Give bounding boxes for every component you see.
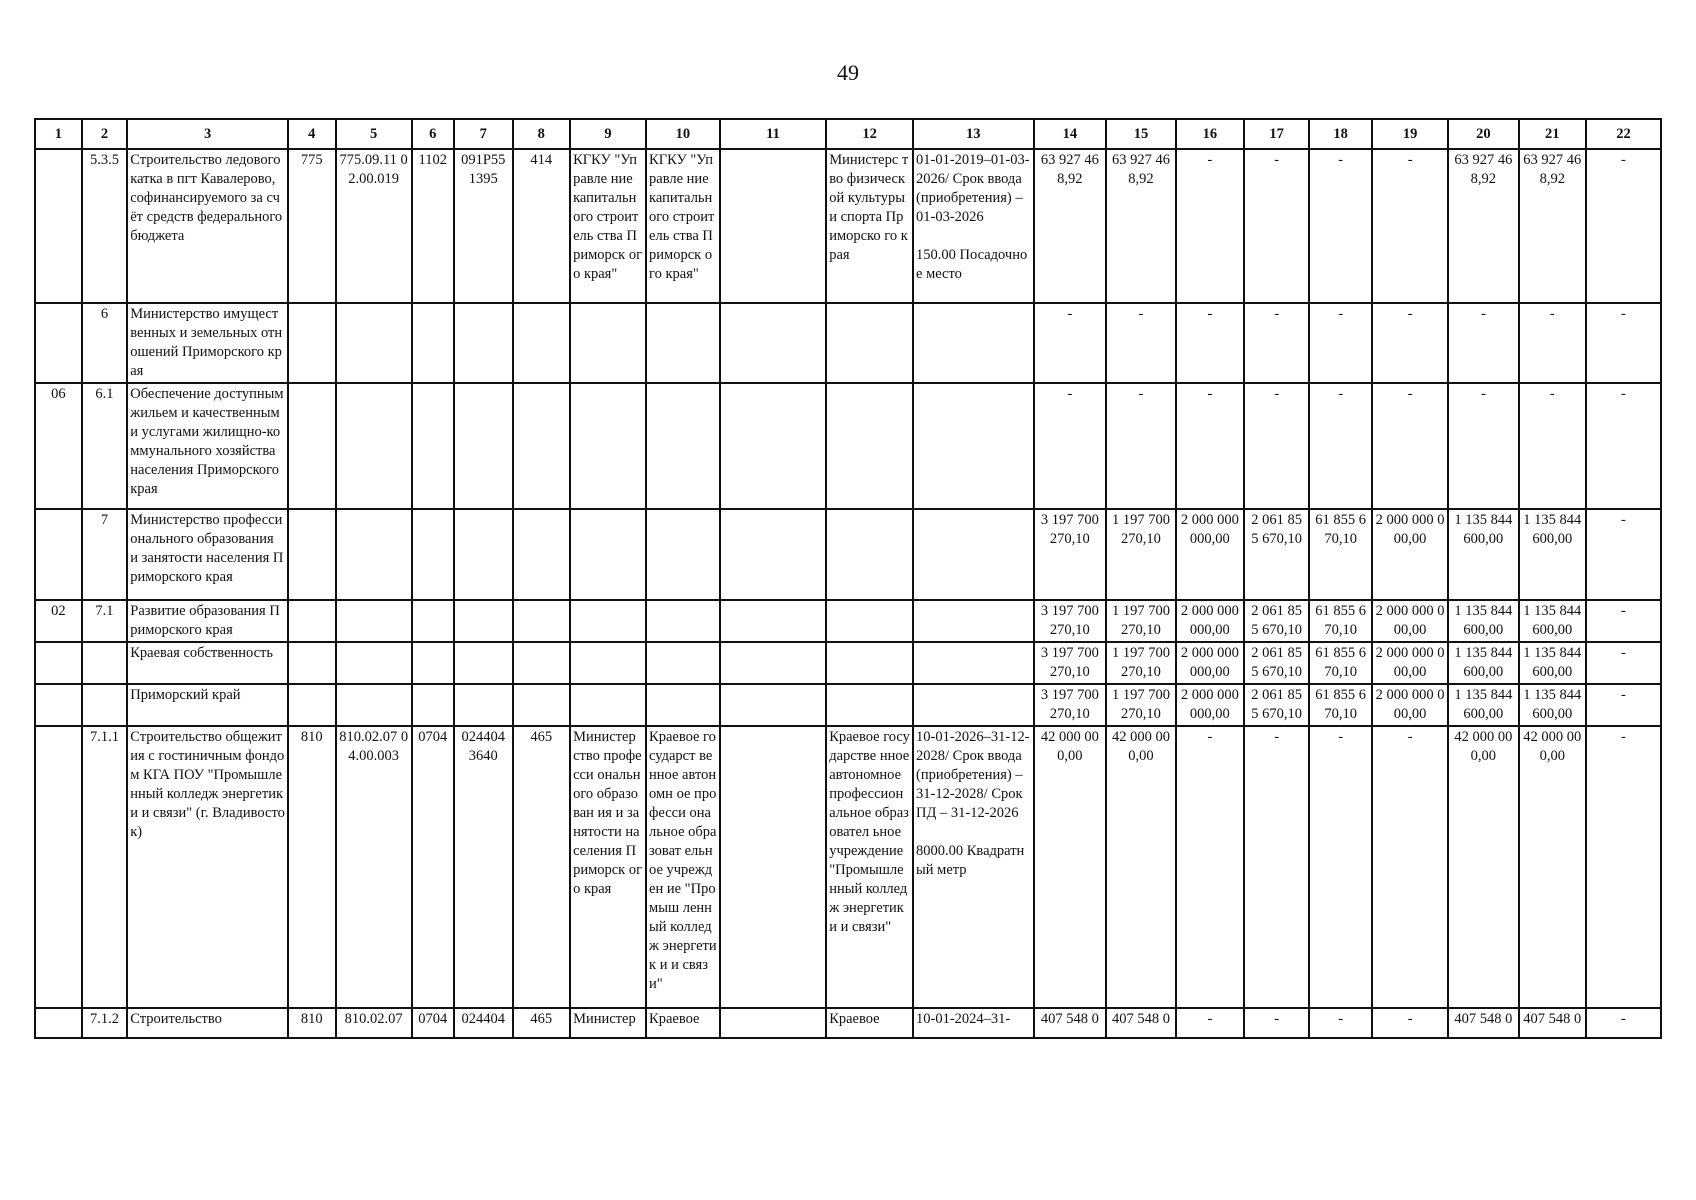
table-cell [913,600,1033,642]
column-header: 8 [513,119,571,149]
table-cell: Строительство общежития с гостиничным фондом КГА ПОУ "Промышленный колледж энергетики и связи" (г. Владивосток) [127,726,288,1008]
table-cell [646,509,720,600]
table-cell: Министерство профессионального образования и занятости населения Приморского края [127,509,288,600]
table-cell: 61 855 6 70,10 [1309,642,1372,684]
table-cell [412,642,454,684]
table-cell: 6.1 [82,383,128,509]
table-row [35,642,1661,684]
table-cell: - [1309,726,1372,1008]
table-cell: 1 135 844 600,00 [1519,684,1586,726]
table-cell: КГКУ "Управле ние капитальн ого строитель ства Приморск ого края" [570,149,646,303]
table-cell: - [1309,303,1372,383]
table-cell [513,383,571,509]
table-cell: 2 061 85 5 670,10 [1244,684,1309,726]
table-cell: 7.1.2 [82,1008,128,1038]
table-cell: - [1586,509,1661,600]
table-cell: 1 197 700 270,10 [1106,684,1175,726]
table-cell: - [1034,383,1107,509]
table-cell [826,303,913,383]
table-cell: 1 135 844 600,00 [1448,509,1519,600]
table-cell [720,383,826,509]
table-cell: 42 000 00 0,00 [1034,726,1107,1008]
table-cell [720,149,826,303]
table-cell: 63 927 46 8,92 [1448,149,1519,303]
table-cell [570,303,646,383]
table-cell: Обеспечение доступным жильем и качественными услугами жилищно-коммунального хозяйства населения Приморского края [127,383,288,509]
table-cell: 01-01-2019–01-03-2026/ Срок ввода (приобретения) – 01-03-2026 150.00 Посадочное место [913,149,1033,303]
table-cell: - [1372,726,1448,1008]
table-cell [35,642,82,684]
table-cell: 407 548 0 [1106,1008,1175,1038]
table-cell: - [1244,1008,1309,1038]
table-cell: - [1034,303,1107,383]
table-cell [570,509,646,600]
table-cell [826,383,913,509]
table-cell: 61 855 6 70,10 [1309,684,1372,726]
table-cell [288,684,336,726]
table-cell [913,509,1033,600]
table-cell: - [1448,383,1519,509]
column-header: 18 [1309,119,1372,149]
table-cell [412,303,454,383]
table-cell: - [1309,383,1372,509]
table-cell: Краевое [646,1008,720,1038]
table-cell: 1 135 844 600,00 [1519,600,1586,642]
table-cell: - [1244,383,1309,509]
table-cell: 3 197 700 270,10 [1034,509,1107,600]
table-cell: 091P55 1395 [454,149,513,303]
table-cell: 024404 [454,1008,513,1038]
table-cell: 2 000 000 000,00 [1372,509,1448,600]
table-cell: - [1176,1008,1244,1038]
table-cell [513,600,571,642]
table-header [35,119,1661,149]
column-header: 21 [1519,119,1586,149]
table-cell [513,303,571,383]
table-cell [646,642,720,684]
table-cell [35,303,82,383]
table-row [35,684,1661,726]
table-cell [288,509,336,600]
column-header: 3 [127,119,288,149]
table-cell [336,684,412,726]
column-header: 11 [720,119,826,149]
table-cell: 42 000 00 0,00 [1519,726,1586,1008]
table-cell [454,383,513,509]
table-cell [513,642,571,684]
table-cell: Строительство [127,1008,288,1038]
table-cell: 414 [513,149,571,303]
table-row [35,726,1661,1008]
table-cell: - [1586,726,1661,1008]
table-cell: 10-01-2026–31-12-2028/ Срок ввода (приобретения) – 31-12-2028/ Срок ПД – 31-12-2026 8000.00 Квадратный метр [913,726,1033,1008]
table-cell [913,303,1033,383]
table-cell: 06 [35,383,82,509]
table-cell: Краевая собственность [127,642,288,684]
table-cell: - [1586,303,1661,383]
table-cell: 3 197 700 270,10 [1034,642,1107,684]
table-cell: 61 855 6 70,10 [1309,509,1372,600]
table-cell: КГКУ "Управле ние капитальн ого строитель ства Приморск ого края" [646,149,720,303]
table-cell: 1 197 700 270,10 [1106,642,1175,684]
table-cell [35,726,82,1008]
table-cell: - [1176,383,1244,509]
table-cell [570,684,646,726]
table-cell: - [1372,149,1448,303]
table-cell: 1 135 844 600,00 [1448,600,1519,642]
table-cell: - [1309,149,1372,303]
table-cell: - [1519,383,1586,509]
table-cell [412,684,454,726]
column-header: 7 [454,119,513,149]
table-cell [82,684,128,726]
table-cell [336,600,412,642]
table-cell [454,509,513,600]
column-header: 19 [1372,119,1448,149]
page-number: 49 [837,60,859,85]
table-cell: 2 000 000 000,00 [1176,684,1244,726]
table-cell: - [1106,303,1175,383]
table-cell: 2 061 85 5 670,10 [1244,642,1309,684]
table-cell: 2 061 85 5 670,10 [1244,600,1309,642]
table-cell: 0704 [412,726,454,1008]
table-cell [570,642,646,684]
table-cell [288,600,336,642]
column-header: 10 [646,119,720,149]
table-cell [826,600,913,642]
table-cell: - [1586,383,1661,509]
table-cell [412,383,454,509]
table-cell: - [1244,149,1309,303]
table-cell: 1 197 700 270,10 [1106,509,1175,600]
table-cell [35,684,82,726]
table-cell [646,684,720,726]
table-cell: 61 855 6 70,10 [1309,600,1372,642]
table-cell: 7.1.1 [82,726,128,1008]
table-body [35,149,1661,1038]
table-cell [336,383,412,509]
column-header: 1 [35,119,82,149]
table-cell: 810.02.07 04.00.003 [336,726,412,1008]
table-cell [412,509,454,600]
table-cell [513,684,571,726]
table-cell: 465 [513,726,571,1008]
table-cell [720,509,826,600]
table-cell [646,303,720,383]
table-cell: 7.1 [82,600,128,642]
table-cell: 810.02.07 [336,1008,412,1038]
table-row [35,509,1661,600]
table-cell: - [1244,303,1309,383]
table-row [35,149,1661,303]
table-cell: - [1372,1008,1448,1038]
table-cell [454,303,513,383]
table-cell [570,383,646,509]
column-header: 14 [1034,119,1107,149]
column-header: 15 [1106,119,1175,149]
data-table [34,118,1662,1039]
table-cell: 1 135 844 600,00 [1519,642,1586,684]
table-cell: Строительство ледового катка в пгт Кавалерово, софинансируемого за счёт средств федерального бюджета [127,149,288,303]
table-cell [720,303,826,383]
table-cell [35,509,82,600]
table-cell: - [1586,684,1661,726]
table-row [35,600,1661,642]
table-cell: Министерство имущественных и земельных отношений Приморского края [127,303,288,383]
table-cell [35,149,82,303]
column-header: 20 [1448,119,1519,149]
column-header: 12 [826,119,913,149]
table-cell: - [1372,303,1448,383]
table-cell: 10-01-2024–31- [913,1008,1033,1038]
table-cell: 2 000 000 000,00 [1372,684,1448,726]
table-cell: 2 000 000 000,00 [1176,509,1244,600]
table-cell: 2 061 85 5 670,10 [1244,509,1309,600]
table-cell [454,684,513,726]
table-row [35,383,1661,509]
table-cell [82,642,128,684]
column-header: 9 [570,119,646,149]
table-cell [720,726,826,1008]
table-cell: 1 197 700 270,10 [1106,600,1175,642]
table-cell: 2 000 000 000,00 [1372,600,1448,642]
table-cell [336,303,412,383]
table-cell: 63 927 46 8,92 [1519,149,1586,303]
table-cell: 1 135 844 600,00 [1519,509,1586,600]
table-cell: 7 [82,509,128,600]
table-cell: 1 135 844 600,00 [1448,642,1519,684]
table-cell: - [1586,1008,1661,1038]
table-cell [913,642,1033,684]
table-cell: 63 927 46 8,92 [1034,149,1107,303]
column-header: 4 [288,119,336,149]
table-cell: Министер ство професси онального образован ия и занятости населения Приморск ого края [570,726,646,1008]
table-cell [646,383,720,509]
table-cell [826,684,913,726]
column-header: 22 [1586,119,1661,149]
table-cell: Министерс тво физической культуры и спорта Приморско го края [826,149,913,303]
table-cell [454,642,513,684]
table-cell [826,509,913,600]
table-cell [720,600,826,642]
table-row [35,303,1661,383]
table-cell: 407 548 0 [1519,1008,1586,1038]
table-cell: 5.3.5 [82,149,128,303]
table-cell: 2 000 000 000,00 [1176,642,1244,684]
column-header: 17 [1244,119,1309,149]
table-cell [826,642,913,684]
table-cell: 42 000 00 0,00 [1106,726,1175,1008]
column-header: 16 [1176,119,1244,149]
table-cell: 810 [288,726,336,1008]
table-cell [720,642,826,684]
column-header: 13 [913,119,1033,149]
table-cell [913,684,1033,726]
table-cell: 407 548 0 [1034,1008,1107,1038]
table-cell: 0704 [412,1008,454,1038]
table-cell [35,1008,82,1038]
table-cell: Краевое государстве нное автономное профессион альное образовател ьное учреждение "Промышле нный колледж энергетики и связи" [826,726,913,1008]
table-cell: - [1586,600,1661,642]
table-cell: Краевое государст венное автономн ое професси ональное образоват ельное учрежден ие "Промыш ленный колледж энергетик и и связи" [646,726,720,1008]
table-cell: 775 [288,149,336,303]
table-cell [288,642,336,684]
table-row [35,1008,1661,1038]
table-cell [720,684,826,726]
table-cell: - [1176,149,1244,303]
table-cell: 63 927 46 8,92 [1106,149,1175,303]
table-cell: Министер [570,1008,646,1038]
table-cell: 465 [513,1008,571,1038]
table-cell [913,383,1033,509]
table-cell: - [1244,726,1309,1008]
table-cell: Краевое [826,1008,913,1038]
table-cell: 02 [35,600,82,642]
table-cell: Приморский край [127,684,288,726]
table-cell: - [1448,303,1519,383]
table-cell: - [1586,642,1661,684]
table-cell [412,600,454,642]
table-cell [513,509,571,600]
table-cell [336,509,412,600]
table-cell: 2 000 000 000,00 [1176,600,1244,642]
table-cell [336,642,412,684]
table-cell: 42 000 00 0,00 [1448,726,1519,1008]
table-cell: - [1176,303,1244,383]
table-cell: 3 197 700 270,10 [1034,600,1107,642]
table-cell [720,1008,826,1038]
table-cell: 407 548 0 [1448,1008,1519,1038]
table-cell [646,600,720,642]
column-header: 2 [82,119,128,149]
table-cell [288,303,336,383]
table-cell: - [1106,383,1175,509]
table-cell [454,600,513,642]
table-cell: 6 [82,303,128,383]
table-cell: 1102 [412,149,454,303]
table-cell: 2 000 000 000,00 [1372,642,1448,684]
table-cell: - [1519,303,1586,383]
table-cell: 3 197 700 270,10 [1034,684,1107,726]
table-cell: 1 135 844 600,00 [1448,684,1519,726]
table-cell: - [1586,149,1661,303]
table-cell: 775.09.11 02.00.019 [336,149,412,303]
table-cell: 810 [288,1008,336,1038]
column-header: 5 [336,119,412,149]
table-cell: - [1372,383,1448,509]
table-cell: 024404 3640 [454,726,513,1008]
column-header: 6 [412,119,454,149]
table-cell [570,600,646,642]
table-cell [288,383,336,509]
table-cell: - [1309,1008,1372,1038]
table-cell: Развитие образования Приморского края [127,600,288,642]
table-cell: - [1176,726,1244,1008]
